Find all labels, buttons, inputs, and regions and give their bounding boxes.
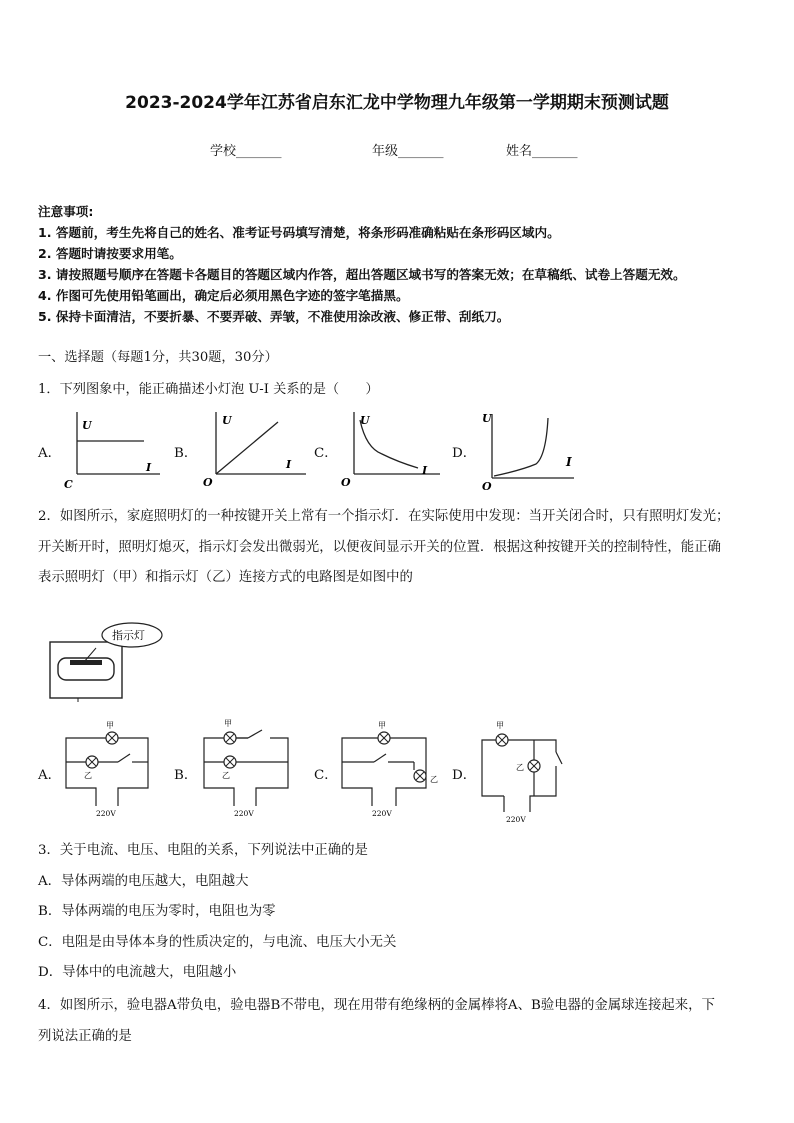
lamp-yi-label: 乙	[430, 775, 438, 784]
ui-curve	[360, 420, 418, 468]
voltage-label: 220V	[372, 809, 392, 818]
school-field: 学校_______	[210, 144, 282, 159]
question-2-stem	[38, 502, 729, 594]
lamp-yi-label: 乙	[222, 771, 230, 780]
origin-label: O	[203, 476, 213, 489]
circuit-b	[198, 716, 298, 824]
axis-i-label: I	[286, 458, 292, 471]
q3-option: A．导体两端的电压越大，电阻越大	[38, 873, 249, 889]
voltage-label: 220V	[234, 809, 254, 818]
indicator-lamp	[70, 660, 102, 665]
origin-label: O	[482, 480, 492, 492]
note-item: 3. 请按照题号顺序在答题卡各题目的答题区域内作答，超出答题区域书写的答案无效；在草稿纸、试卷上答题无效。	[38, 267, 686, 282]
question-2-circuits	[38, 716, 558, 826]
circuit-d	[476, 716, 566, 826]
question-4-line: 列说法正确的是	[38, 1028, 132, 1044]
question-4-line: 4．如图所示，验电器A带负电，验电器B不带电，现在用带有绝缘柄的金属棒将A、B验电器的金属球连接起来，下	[38, 998, 715, 1013]
axis-i-label: I	[566, 455, 572, 469]
notes-list	[38, 222, 686, 327]
question-3	[38, 836, 396, 989]
q3-option: B．导体两端的电压为零时，电阻也为零	[38, 904, 276, 919]
question-2-line: 2．如图所示，家庭照明灯的一种按键开关上常有一个指示灯．在实际使用中发现：当开关闭合时，只有照明灯发光；	[38, 509, 730, 524]
question-1-graphs	[38, 408, 598, 492]
q3-option: C．电阻是由导体本身的性质决定的，与电流、电压大小无关	[38, 934, 397, 950]
q1-option-b-label: B．	[174, 446, 198, 461]
question-2-line: 开关断开时，照明灯熄灭，指示灯会发出微弱光，以便夜间显示开关的位置．根据这种按键开关的控制特性，能正确	[38, 539, 721, 555]
note-item: 5. 保持卡面清洁，不要折暴、不要弄破、弄皱，不准使用涂改液、修正带、刮纸刀。	[38, 309, 510, 324]
ui-curve	[494, 418, 548, 476]
origin-label: O	[341, 476, 351, 489]
axis-u-label: U	[82, 419, 92, 432]
q1-graph-c	[336, 408, 446, 492]
axis-u-label: U	[222, 414, 232, 427]
note-item: 1. 答题前，考生先将自己的姓名、准考证号码填写清楚，将条形码准确粘贴在条形码区域内。	[38, 225, 560, 240]
q1-option-a-label: A．	[38, 446, 62, 461]
q3-option: D．导体中的电流越大，电阻越小	[38, 965, 237, 980]
name-field: 姓名_______	[506, 144, 578, 159]
lamp-jia-label: 甲	[106, 721, 114, 730]
axis-i-label: I	[422, 464, 428, 477]
voltage-label: 220V	[506, 815, 526, 824]
ui-curve	[216, 422, 278, 474]
axis-u-label: U	[482, 412, 492, 425]
grade-field: 年级_______	[372, 144, 444, 159]
circuit-frame	[204, 738, 288, 806]
axis-i-label: I	[146, 461, 152, 474]
circuit-frame	[342, 738, 426, 806]
lamp-yi-label: 乙	[84, 771, 92, 780]
circuit-frame	[482, 740, 504, 796]
switch-illustration	[48, 620, 178, 702]
q1-option-d-label: D．	[452, 446, 477, 461]
circuit-frame	[66, 738, 148, 806]
question-2-line: 表示照明灯（甲）和指示灯（乙）连接方式的电路图是如图中的	[38, 570, 413, 585]
q2-option-c-label: C．	[314, 768, 338, 783]
voltage-label: 220V	[96, 809, 116, 818]
switch	[118, 754, 130, 762]
circuit-c	[338, 716, 448, 824]
q2-option-b-label: B．	[174, 768, 198, 783]
q1-graph-d	[474, 408, 598, 492]
switch-body	[50, 642, 122, 698]
switch	[374, 754, 386, 762]
question-3-stem: 3．关于电流、电压、电阻的关系，下列说法中正确的是	[38, 843, 368, 858]
indicator-label: 指示灯	[112, 629, 145, 642]
question-4-stem	[38, 991, 715, 1052]
callout-pointer	[84, 648, 96, 662]
circuit-a	[60, 716, 160, 824]
lamp-jia-label: 甲	[224, 719, 232, 728]
note-item: 4. 作图可先使用铅笔画出，确定后必须用黑色字迹的签字笔描黑。	[38, 288, 409, 303]
origin-label: C	[64, 478, 73, 491]
lamp-yi-label: 乙	[516, 763, 524, 772]
page-title: 2023-2024学年江苏省启东汇龙中学物理九年级第一学期期末预测试题	[125, 93, 669, 113]
question-1-stem: 1．下列图象中，能正确描述小灯泡 U-I 关系的是（ ）	[38, 382, 379, 397]
notes-heading: 注意事项:	[38, 204, 94, 219]
q1-graph-a	[60, 408, 170, 492]
switch	[556, 752, 562, 764]
q1-graph-b	[198, 408, 318, 492]
q2-option-a-label: A．	[38, 768, 62, 783]
note-item: 2. 答题时请按要求用笔。	[38, 246, 182, 261]
lamp-jia-label: 甲	[496, 721, 504, 730]
axis-u-label: U	[360, 414, 370, 427]
lamp-jia-label: 甲	[378, 721, 386, 730]
q1-option-c-label: C．	[314, 446, 338, 461]
section-heading: 一、选择题（每题1分，共30题，30分）	[38, 350, 278, 365]
q2-option-d-label: D．	[452, 768, 477, 783]
